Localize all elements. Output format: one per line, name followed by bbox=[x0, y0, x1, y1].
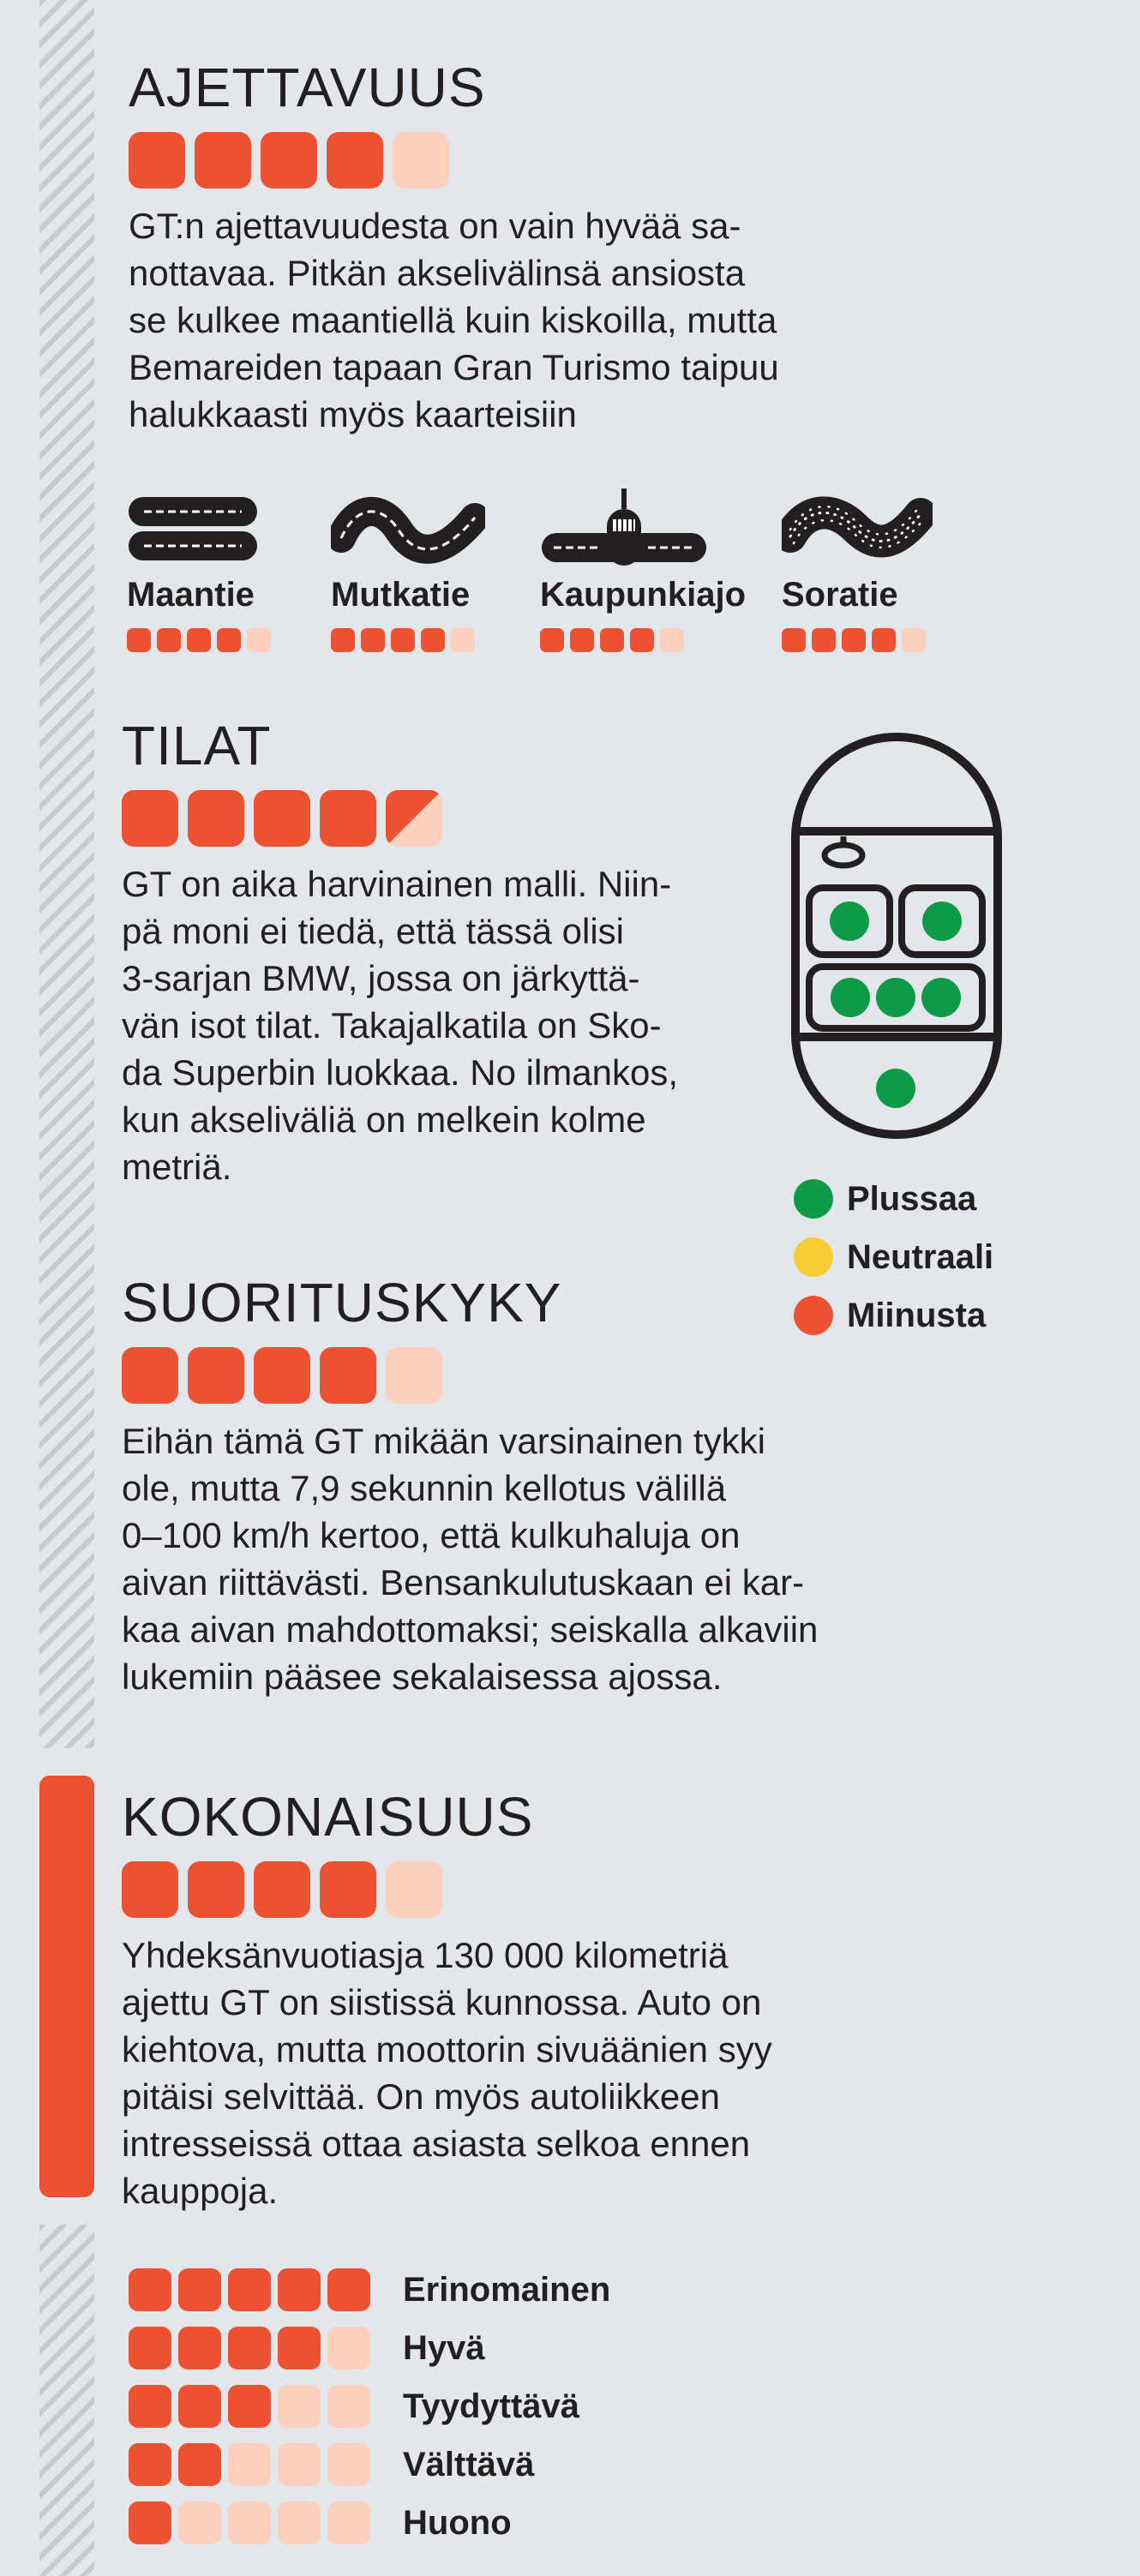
trunk-indicator bbox=[876, 1069, 915, 1108]
side-accent-bar bbox=[39, 1776, 94, 2197]
rating-square bbox=[327, 2268, 370, 2311]
rating-square bbox=[122, 1861, 178, 1918]
rating-square bbox=[327, 2327, 370, 2369]
rating-square bbox=[451, 628, 475, 652]
scale-row bbox=[129, 2261, 610, 2319]
section-kokonaisuus bbox=[122, 1786, 772, 2214]
scale-row bbox=[129, 2435, 610, 2494]
section-ajettavuus bbox=[129, 57, 779, 438]
section-title: KOKONAISUUS bbox=[122, 1786, 534, 1848]
section-title: AJETTAVUUS bbox=[129, 57, 486, 118]
rating-square bbox=[188, 790, 244, 847]
rating-square bbox=[842, 628, 866, 652]
section-text: Yhdeksänvuotiasja 130 000 kilometriä ajettu GT on siistissä kunnossa. Auto on kiehtova, mutta moottorin sivuäänien syy pitäisi selvittää. On myös autoliikkeen intresseissä ottaa asiasta selkoa ennen kauppoja. bbox=[122, 1935, 772, 2211]
rating-square bbox=[660, 628, 684, 652]
rating-square bbox=[261, 132, 317, 189]
rating-square bbox=[178, 2327, 221, 2369]
legend-label: Miinusta bbox=[847, 1296, 987, 1334]
road-label: Mutkatie bbox=[331, 576, 471, 614]
rating-square bbox=[540, 628, 564, 652]
section-text: Eihän tämä GT mikään varsinainen tykki ole, mutta 7,9 sekunnin kellotus välillä 0–100 km/h kertoo, että kulkuhaluja on aivan riittävästi. Bensankulutuskaan ei kar- kaa aivan mahdottomaksi; seiskalla alkaviin lukemiin pääsee sekalaisessa ajossa. bbox=[122, 1421, 819, 1697]
scale-label: Erinomainen bbox=[403, 2270, 611, 2309]
rating-square bbox=[127, 628, 151, 652]
rating-square bbox=[122, 1347, 178, 1404]
rating-square bbox=[872, 628, 896, 652]
rating-square bbox=[254, 790, 310, 847]
rating-squares bbox=[122, 1347, 818, 1404]
section-title: SUORITUSKYKY bbox=[122, 1272, 562, 1333]
rating-square bbox=[902, 628, 926, 652]
rating-square bbox=[228, 2385, 271, 2428]
rating-square bbox=[386, 790, 442, 847]
road-rating bbox=[782, 628, 933, 652]
legend-label: Neutraali bbox=[847, 1237, 994, 1276]
road-label: Soratie bbox=[782, 576, 898, 614]
rating-square bbox=[178, 2443, 221, 2486]
road-mutkatie bbox=[331, 488, 485, 652]
rating-square bbox=[178, 2385, 221, 2428]
scale-row bbox=[129, 2494, 610, 2552]
rating-square bbox=[254, 1861, 310, 1918]
rating-square bbox=[812, 628, 836, 652]
scale-squares bbox=[129, 2327, 377, 2369]
legend bbox=[794, 1170, 993, 1345]
rating-square bbox=[361, 628, 385, 652]
section-text: GT on aika harvinainen malli. Niin- pä moni ei tiedä, että tässä olisi 3-sarjan BMW, jossa on järkyttä- vän isot tilat. Takajalkatila on Sko- da Superbin luokkaa. No ilmankos, kun akseliväliä on melkein kolme metriä. bbox=[122, 864, 679, 1187]
section-text: GT:n ajettavuudesta on vain hyvää sa- nottavaa. Pitkän akselivälinsä ansiosta se kulkee maantiellä kuin kiskoilla, mutta Bemareiden tapaan Gran Turismo taipuu halukkaasti myös kaarteisiin bbox=[129, 206, 779, 434]
seat-front-left bbox=[830, 902, 869, 941]
road-rating bbox=[127, 628, 271, 652]
rating-square bbox=[327, 2443, 370, 2486]
rating-square bbox=[320, 1861, 376, 1918]
legend-item bbox=[794, 1286, 993, 1345]
scale-label: Huono bbox=[403, 2503, 512, 2542]
scale-label: Tyydyttävä bbox=[403, 2387, 580, 2425]
legend-label: Plussaa bbox=[847, 1179, 977, 1218]
seat-rear-left bbox=[831, 978, 870, 1017]
scale-squares bbox=[129, 2385, 377, 2428]
rating-square bbox=[217, 628, 241, 652]
rating-square bbox=[228, 2268, 271, 2311]
seat-front-right bbox=[922, 902, 962, 941]
rating-square bbox=[178, 2501, 221, 2544]
rating-square bbox=[278, 2268, 321, 2311]
legend-item bbox=[794, 1228, 993, 1286]
rating-square bbox=[129, 132, 185, 189]
rating-square bbox=[320, 790, 376, 847]
rating-square bbox=[188, 1861, 244, 1918]
rating-square bbox=[122, 790, 178, 847]
scale-row bbox=[129, 2319, 610, 2377]
section-tilat bbox=[122, 715, 679, 1190]
car-seating-diagram bbox=[789, 730, 1005, 1146]
scale-squares bbox=[129, 2501, 377, 2544]
rating-square bbox=[129, 2385, 171, 2428]
rating-square bbox=[327, 2501, 370, 2544]
scale-row bbox=[129, 2377, 610, 2435]
car-topview-icon bbox=[789, 730, 1005, 1141]
rating-square bbox=[386, 1861, 442, 1918]
city-road-icon bbox=[540, 488, 708, 567]
rating-square bbox=[600, 628, 624, 652]
rating-square bbox=[320, 1347, 376, 1404]
rating-square bbox=[278, 2327, 321, 2369]
rating-square bbox=[157, 628, 181, 652]
road-soratie bbox=[782, 488, 933, 652]
scale-squares bbox=[129, 2443, 377, 2486]
scale-label: Välttävä bbox=[403, 2445, 535, 2483]
rating-square bbox=[327, 132, 383, 189]
rating-squares bbox=[122, 1861, 772, 1918]
rating-square bbox=[188, 1347, 244, 1404]
rating-square bbox=[129, 2327, 171, 2369]
seat-rear-right bbox=[921, 978, 961, 1017]
rating-square bbox=[247, 628, 271, 652]
rating-square bbox=[421, 628, 445, 652]
rating-square bbox=[178, 2268, 221, 2311]
rating-square bbox=[129, 2268, 171, 2311]
road-maantie bbox=[127, 488, 271, 652]
gravel-road-icon bbox=[782, 488, 933, 567]
rating-square bbox=[386, 1347, 442, 1404]
rating-square bbox=[228, 2501, 271, 2544]
rating-square bbox=[228, 2327, 271, 2369]
rating-squares bbox=[122, 790, 678, 847]
road-label: Kaupunkiajo bbox=[540, 576, 747, 614]
rating-square bbox=[254, 1347, 310, 1404]
side-stripe-bottom bbox=[39, 2225, 94, 2576]
rating-square bbox=[327, 2385, 370, 2428]
road-kaupunkiajo bbox=[540, 488, 746, 652]
winding-road-icon bbox=[331, 488, 485, 567]
rating-square bbox=[782, 628, 806, 652]
rating-square bbox=[391, 628, 415, 652]
legend-dot-green bbox=[794, 1179, 833, 1219]
rating-square bbox=[331, 628, 355, 652]
scale-label: Hyvä bbox=[403, 2328, 485, 2367]
section-title: TILAT bbox=[122, 715, 272, 776]
side-stripe-top bbox=[39, 0, 94, 1748]
rating-squares bbox=[129, 132, 779, 189]
road-rating bbox=[331, 628, 485, 652]
rating-square bbox=[129, 2501, 171, 2544]
rating-square bbox=[195, 132, 251, 189]
rating-square bbox=[630, 628, 654, 652]
rating-square bbox=[278, 2443, 321, 2486]
rating-scale-legend bbox=[129, 2261, 610, 2552]
rating-square bbox=[228, 2443, 271, 2486]
road-label: Maantie bbox=[127, 576, 255, 614]
rating-square bbox=[393, 132, 449, 189]
rating-square bbox=[187, 628, 211, 652]
seat-rear-middle bbox=[876, 978, 915, 1017]
scale-squares bbox=[129, 2268, 377, 2311]
rating-square bbox=[278, 2385, 321, 2428]
rating-square bbox=[129, 2443, 171, 2486]
section-suorituskyky bbox=[122, 1272, 819, 1700]
rating-square bbox=[570, 628, 594, 652]
highway-icon bbox=[127, 488, 259, 567]
road-rating bbox=[540, 628, 746, 652]
legend-item bbox=[794, 1170, 993, 1228]
legend-dot-yellow bbox=[794, 1237, 833, 1277]
rating-square bbox=[278, 2501, 321, 2544]
